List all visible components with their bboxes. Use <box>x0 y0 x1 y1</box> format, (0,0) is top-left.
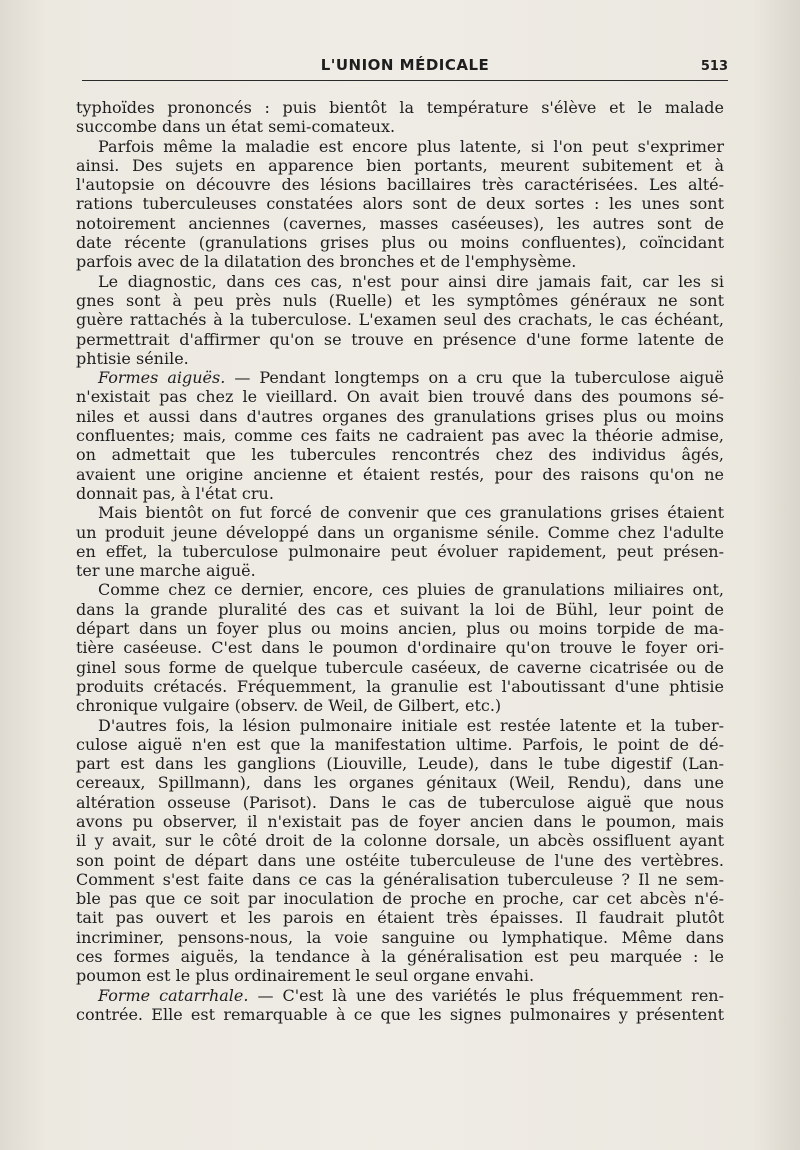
paragraph <box>76 98 724 137</box>
text-line <box>76 156 724 175</box>
text-line <box>76 812 724 831</box>
line-text: — Pendant longtemps on a cru que la tuberculose aiguë <box>225 368 724 388</box>
line-text: date récente (granulations grises plus ou moins confluentes), coïncidant <box>76 233 724 253</box>
line-text: permettrait d'affirmer qu'on se trouve en présence d'une forme latente de <box>76 329 724 349</box>
text-line <box>76 503 724 522</box>
line-text: phtisie sénile. <box>76 348 189 368</box>
line-text: parfois avec de la dilatation des bronches et de l'emphysème. <box>76 252 577 272</box>
line-text: donnait pas, à l'état cru. <box>76 483 274 503</box>
line-text: Comment s'est faite dans ce cas la généralisation tuberculeuse ? Il ne sem- <box>76 869 724 889</box>
line-text: altération osseuse (Parisot). Dans le cas de tuberculose aiguë que nous <box>76 792 724 812</box>
line-text: niles et aussi dans d'autres organes des granulations grises plus ou moins <box>76 406 724 426</box>
running-header <box>82 52 728 86</box>
text-line <box>76 947 724 966</box>
paragraph <box>76 986 724 1025</box>
section-heading: Forme catarrhale. <box>98 985 249 1005</box>
text-line <box>76 638 724 657</box>
text-line <box>76 677 724 696</box>
line-text: Comme chez ce dernier, encore, ces pluies de granulations miliaires ont, <box>98 580 724 600</box>
text-line <box>76 368 724 387</box>
line-text: cereaux, Spillmann), dans les organes génitaux (Weil, Rendu), dans une <box>76 773 724 793</box>
line-text: typhoïdes prononcés : puis bientôt la température s'élève et le malade <box>76 98 724 117</box>
text-line <box>76 445 724 464</box>
header-rule <box>82 80 728 81</box>
line-text: Parfois même la maladie est encore plus latente, si l'on peut s'exprimer <box>98 136 724 156</box>
line-text: Le diagnostic, dans ces cas, n'est pour ainsi dire jamais fait, car les si <box>98 271 724 291</box>
text-line <box>76 908 724 927</box>
text-line <box>76 175 724 194</box>
text-line <box>76 426 724 445</box>
text-line <box>76 928 724 947</box>
line-text: l'autopsie on découvre des lésions bacillaires très caractérisées. Les alté- <box>76 175 724 195</box>
line-text: Mais bientôt on fut forcé de convenir que ces granulations grises étaient <box>98 503 724 523</box>
paragraph <box>76 137 724 272</box>
line-text: dans la grande pluralité des cas et suivant la loi de Bühl, leur point de <box>76 599 724 619</box>
text-line <box>76 252 724 271</box>
text-line <box>76 194 724 213</box>
text-line <box>76 272 724 291</box>
line-text: son point de départ dans une ostéite tuberculeuse de l'une des vertèbres. <box>76 850 724 870</box>
line-text: notoirement anciennes (cavernes, masses caséeuses), les autres sont de <box>76 213 724 233</box>
text-line <box>76 735 724 754</box>
text-line <box>76 523 724 542</box>
line-text: tait pas ouvert et les parois en étaient très épaisses. Il faudrait plutôt <box>76 908 724 928</box>
text-line <box>76 117 724 136</box>
line-text: chronique vulgaire (observ. de Weil, de Gilbert, etc.) <box>76 696 502 716</box>
line-text: il y avait, sur le côté droit de la colonne dorsale, un abcès ossifluent ayant <box>76 831 724 851</box>
text-line <box>76 561 724 580</box>
text-line <box>76 831 724 850</box>
line-text: ainsi. Des sujets en apparence bien portants, meurent subitement et à <box>76 155 724 175</box>
line-text: ces formes aiguës, la tendance à la généralisation est peu marquée : le <box>76 947 724 967</box>
line-text: rations tuberculeuses constatées alors sont de deux sortes : les unes sont <box>76 194 724 214</box>
line-text: ble pas que ce soit par inoculation de proche en proche, car cet abcès n'é- <box>76 889 724 909</box>
line-text: — C'est là une des variétés le plus fréquemment ren- <box>248 985 725 1005</box>
paragraph <box>76 368 724 503</box>
text-line <box>76 716 724 735</box>
running-title: L'UNION MÉDICALE <box>320 56 490 74</box>
line-text: avaient une origine ancienne et étaient restés, pour des raisons qu'on ne <box>76 464 724 484</box>
body-text <box>76 98 724 1024</box>
text-line <box>76 407 724 426</box>
text-line <box>76 465 724 484</box>
text-line <box>76 542 724 561</box>
text-line <box>76 349 724 368</box>
paragraph <box>76 272 724 368</box>
text-line <box>76 233 724 252</box>
line-text: ter une marche aiguë. <box>76 561 256 581</box>
text-line <box>76 889 724 908</box>
line-text: on admettait que les tubercules rencontrés chez des individus âgés, <box>76 445 724 465</box>
text-line <box>76 793 724 812</box>
text-line <box>76 310 724 329</box>
page-number: 513 <box>700 59 728 74</box>
text-line <box>76 214 724 233</box>
text-line <box>76 387 724 406</box>
text-line <box>76 658 724 677</box>
line-text: succombe dans un état semi-comateux. <box>76 117 396 137</box>
line-text: confluentes; mais, comme ces faits ne cadraient pas avec la théorie admise, <box>76 426 724 446</box>
line-text: avons pu observer, il n'existait pas de foyer ancien dans le poumon, mais <box>76 811 724 831</box>
line-text: ginel sous forme de quelque tubercule caséeux, de caverne cicatrisée ou de <box>76 657 724 677</box>
line-text: contrée. Elle est remarquable à ce que les signes pulmonaires y présentent <box>76 1004 724 1024</box>
line-text: en effet, la tuberculose pulmonaire peut évoluer rapidement, peut présen- <box>76 541 724 561</box>
line-text: n'existait pas chez le vieillard. On avait bien trouvé dans des poumons sé- <box>76 387 724 407</box>
text-line <box>76 754 724 773</box>
text-line <box>76 696 724 715</box>
line-text: un produit jeune développé dans un organisme sénile. Comme chez l'adulte <box>76 522 724 542</box>
line-text: tière caséeuse. C'est dans le poumon d'ordinaire qu'on trouve le foyer ori- <box>76 638 724 658</box>
text-line <box>76 1005 724 1024</box>
text-line <box>76 851 724 870</box>
text-line <box>76 291 724 310</box>
text-line <box>76 137 724 156</box>
text-line <box>76 330 724 349</box>
paragraph <box>76 580 724 715</box>
line-text: produits crétacés. Fréquemment, la granulie est l'aboutissant d'une phtisie <box>76 676 724 696</box>
line-text: part est dans les ganglions (Liouville, Leude), dans le tube digestif (Lan- <box>76 754 724 774</box>
line-text: culose aiguë n'en est que la manifestation ultime. Parfois, le point de dé- <box>76 734 724 754</box>
text-line <box>76 966 724 985</box>
text-line <box>76 619 724 638</box>
paragraph <box>76 503 724 580</box>
text-line <box>76 98 724 117</box>
line-text: guère rattachés à la tuberculose. L'examen seul des crachats, le cas échéant, <box>76 310 724 330</box>
text-line <box>76 773 724 792</box>
line-text: poumon est le plus ordinairement le seul organe envahi. <box>76 966 535 986</box>
section-heading: Formes aiguës. <box>98 368 226 388</box>
text-line <box>76 580 724 599</box>
line-text: D'autres fois, la lésion pulmonaire initiale est restée latente et la tuber- <box>98 715 724 735</box>
line-text: départ dans un foyer plus ou moins ancien, plus ou moins torpide de ma- <box>76 619 724 639</box>
line-text: gnes sont à peu près nuls (Ruelle) et les symptômes généraux ne sont <box>76 290 724 310</box>
text-line <box>76 600 724 619</box>
paragraph <box>76 716 724 986</box>
text-line <box>76 484 724 503</box>
line-text: incriminer, pensons-nous, la voie sanguine ou lymphatique. Même dans <box>76 927 724 947</box>
text-line <box>76 870 724 889</box>
text-line <box>76 986 724 1005</box>
